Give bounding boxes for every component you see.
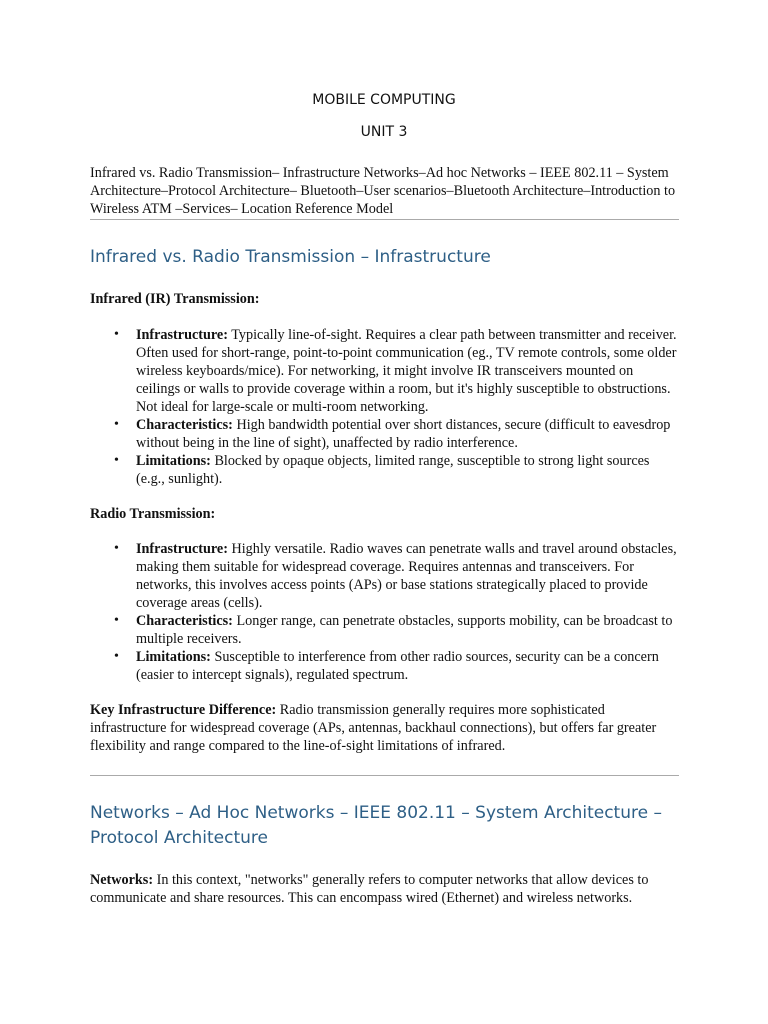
key-difference-label: Key Infrastructure Difference: [90,702,277,718]
item-text: Typically line-of-sight. Requires a clear path between transmitter and receiver. Often used for short-range, point-to-point communication (eg., TV remote controls, some older wireless keyboards/mice). For networking, it might involve IR transceivers mounted on ceilings or walls to provide coverage within a room, but it's highly susceptible to obstructions. Not ideal for large-scale or multi-room networking. [136,327,677,415]
topics-summary: Infrared vs. Radio Transmission– Infrastructure Networks–Ad hoc Networks – IEEE 802.11 – System Architecture–Protocol Architecture– Bluetooth–User scenarios–Bluetooth Architecture–Introduction to Wireless ATM –Services– Location Reference Model [90,165,676,217]
item-text: Highly versatile. Radio waves can penetrate walls and travel around obstacles, making them suitable for widespread coverage. Requires antennas and transceivers. For networks, this involves access points (APs) or base stations strategically placed to provide coverage areas (cells). [136,541,677,611]
item-label: Infrastructure: [136,541,228,557]
bullet-icon: • [114,417,119,432]
bullet-icon: • [114,541,119,556]
list-item [90,416,680,452]
networks-label: Networks: [90,872,154,888]
list-item [90,452,680,488]
bullet-icon: • [114,453,119,468]
item-label: Infrastructure: [136,327,228,343]
section-heading-networks: Networks – Ad Hoc Networks – IEEE 802.11 – System Architecture – Protocol Architecture [90,803,662,848]
item-label: Characteristics: [136,613,233,629]
infrared-bullet-list [90,326,680,488]
infrared-subheading: Infrared (IR) Transmission: [90,291,260,307]
document-title: MOBILE COMPUTING [312,92,456,108]
bullet-icon: • [114,613,119,628]
item-text: Blocked by opaque objects, limited range, susceptible to strong light sources (e.g., sunlight). [136,453,650,487]
unit-label: UNIT 3 [360,124,408,140]
list-item [90,612,680,648]
list-item [90,540,680,612]
key-difference-text: Radio transmission generally requires more sophisticated infrastructure for widespread coverage (APs, antennas, backhaul connections), but offers far greater flexibility and range compared to the line-of-sight limitations of infrared. [90,702,657,754]
key-difference-paragraph [90,701,680,755]
list-item [90,326,680,416]
networks-text: In this context, "networks" generally refers to computer networks that allow devices to communicate and share resources. This can encompass wired (Ethernet) and wireless networks. [90,872,649,906]
item-text: Longer range, can penetrate obstacles, supports mobility, can be broadcast to multiple receivers. [136,613,673,647]
networks-paragraph [90,871,680,907]
item-label: Limitations: [136,649,211,665]
bullet-icon: • [114,649,119,664]
radio-subheading: Radio Transmission: [90,506,216,522]
bullet-icon: • [114,327,119,342]
item-text: High bandwidth potential over short distances, secure (difficult to eavesdrop without being in the line of sight), unaffected by radio interference. [136,417,671,451]
divider [90,775,679,776]
item-label: Characteristics: [136,417,233,433]
item-text: Susceptible to interference from other radio sources, security can be a concern (easier to intercept signals), regulated spectrum. [136,649,659,683]
section-heading-infrared-radio: Infrared vs. Radio Transmission – Infrastructure [90,247,491,267]
divider [90,219,679,220]
radio-bullet-list [90,540,680,684]
item-label: Limitations: [136,453,211,469]
list-item [90,648,680,684]
